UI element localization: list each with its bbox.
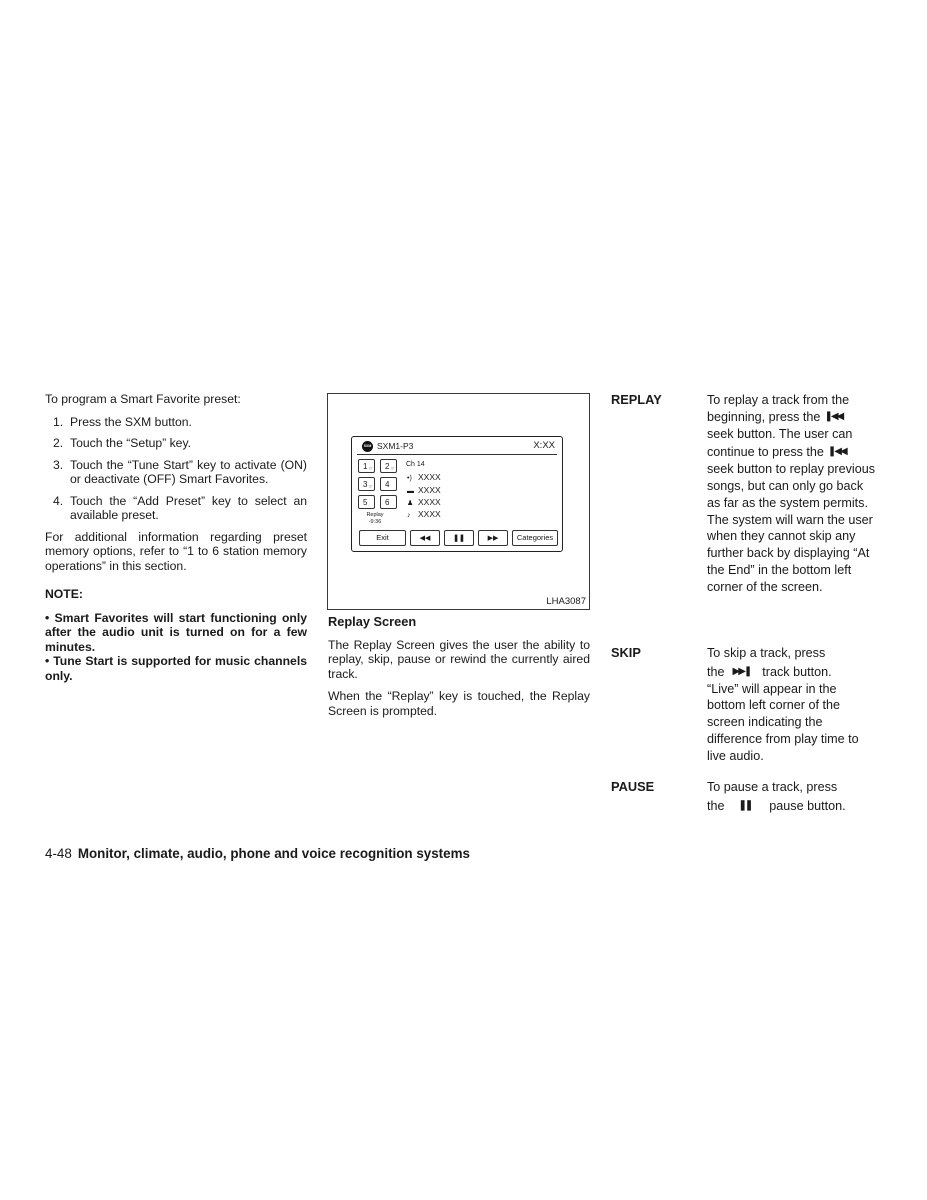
term-skip: SKIP [611,645,641,660]
figure-label: LHA3087 [546,596,586,607]
paragraph: When the “Replay” key is touched, the Replay Screen is prompted. [328,689,590,718]
left-column [45,392,307,683]
info-row-song: ♪ XXXX [407,509,441,519]
paragraph: The Replay Screen gives the user the ability to replay, skip, pause or rewind the currently aired track. [328,637,590,681]
channel-label: Ch 14 [406,461,425,468]
list-item: 3. Touch the “Tune Start” key to activate (ON) or deactivate (OFF) Smart Favorites. [53,457,307,486]
skip-back-icon: ❚◀◀ [824,410,843,422]
rewind-button[interactable] [410,530,440,546]
preset-button-1[interactable]: 1 ☞ [358,459,375,473]
preset-button-4[interactable]: 4 [380,477,397,491]
clock: X:XX [533,440,555,451]
skip-back-icon: ◀◀ [419,535,431,542]
intro-text: To program a Smart Favorite preset: [45,392,241,406]
info-row-category: ▬ XXXX [407,485,441,495]
skip-forward-icon: ▶▶❚ [732,665,751,677]
station-name: SXM1-P3 [377,441,414,451]
music-note-icon: ♪ [407,512,411,519]
steps-list [45,415,307,523]
categories-button[interactable]: Categories [512,530,558,546]
list-item: 1. Press the SXM button. [53,414,192,429]
hand-icon: ☞ [368,466,373,472]
replay-description: To replay a track from the beginning, press the ❚◀◀ seek button. The user can continue to press the ❚◀◀ seek button to replay previous songs, but can only go back as far as the system permits. The system will warn the user when they cannot skip any further back by displaying “At the End” in the bottom left corner of the screen. [707,393,876,594]
radio-screen [351,436,563,552]
pause-button[interactable] [444,530,474,546]
note-heading: NOTE: [45,587,83,601]
replay-screen-section [328,615,590,718]
page-number: 4-48 [45,846,72,861]
list-item: 4. Touch the “Add Preset” key to select an available preset. [53,493,307,522]
note-item: • Smart Favorites will start functioning only after the audio unit is turned on for a few minutes. [45,610,307,654]
signal-icon: •) [407,475,412,482]
preset-button-5[interactable]: 5 [358,495,375,509]
person-icon: ♟ [407,500,414,507]
section-heading: Replay Screen [328,614,417,629]
replay-screen-figure [327,393,590,610]
term-replay: REPLAY [611,392,662,407]
hand-icon: ☞ [368,484,373,490]
info-row-channel: •) XXXX [407,472,441,482]
pause-icon: ❚❚ [738,799,752,811]
additional-info: For additional information regarding preset memory options, refer to “1 to 6 station memory operations” in this section. [45,529,307,573]
forward-button[interactable] [478,530,508,546]
exit-button[interactable]: Exit [359,530,406,546]
skip-forward-icon: ▶▶ [487,535,499,542]
preset-button-6[interactable]: 6 [380,495,397,509]
replay-indicator[interactable]: Replay -9:36 [366,512,384,525]
preset-button-3[interactable]: 3 ☞ [358,477,375,491]
folder-icon: ▬ [407,488,414,495]
skip-description: To skip a track, press the ▶▶❚ track button. “Live” will appear in the bottom left corner of the screen indicating the difference from play time to live audio. [707,646,859,763]
skip-back-icon: ❚◀◀ [827,446,846,458]
note-item: • Tune Start is supported for music channels only. [45,654,307,683]
hand-icon: ☞ [390,466,395,472]
term-pause: PAUSE [611,779,655,794]
sxm-logo: SXM [362,441,373,452]
info-row-artist: ♟ XXXX [407,497,441,507]
pause-icon: ❚❚ [453,535,465,542]
chapter-title: Monitor, climate, audio, phone and voice recognition systems [77,846,470,861]
divider [357,454,557,455]
preset-button-2[interactable]: 2 ☞ [380,459,397,473]
page-footer [45,846,470,861]
list-item: 2. Touch the “Setup” key. [53,436,192,450]
pause-description: To pause a track, press the ❚❚ pause button. [707,780,846,813]
